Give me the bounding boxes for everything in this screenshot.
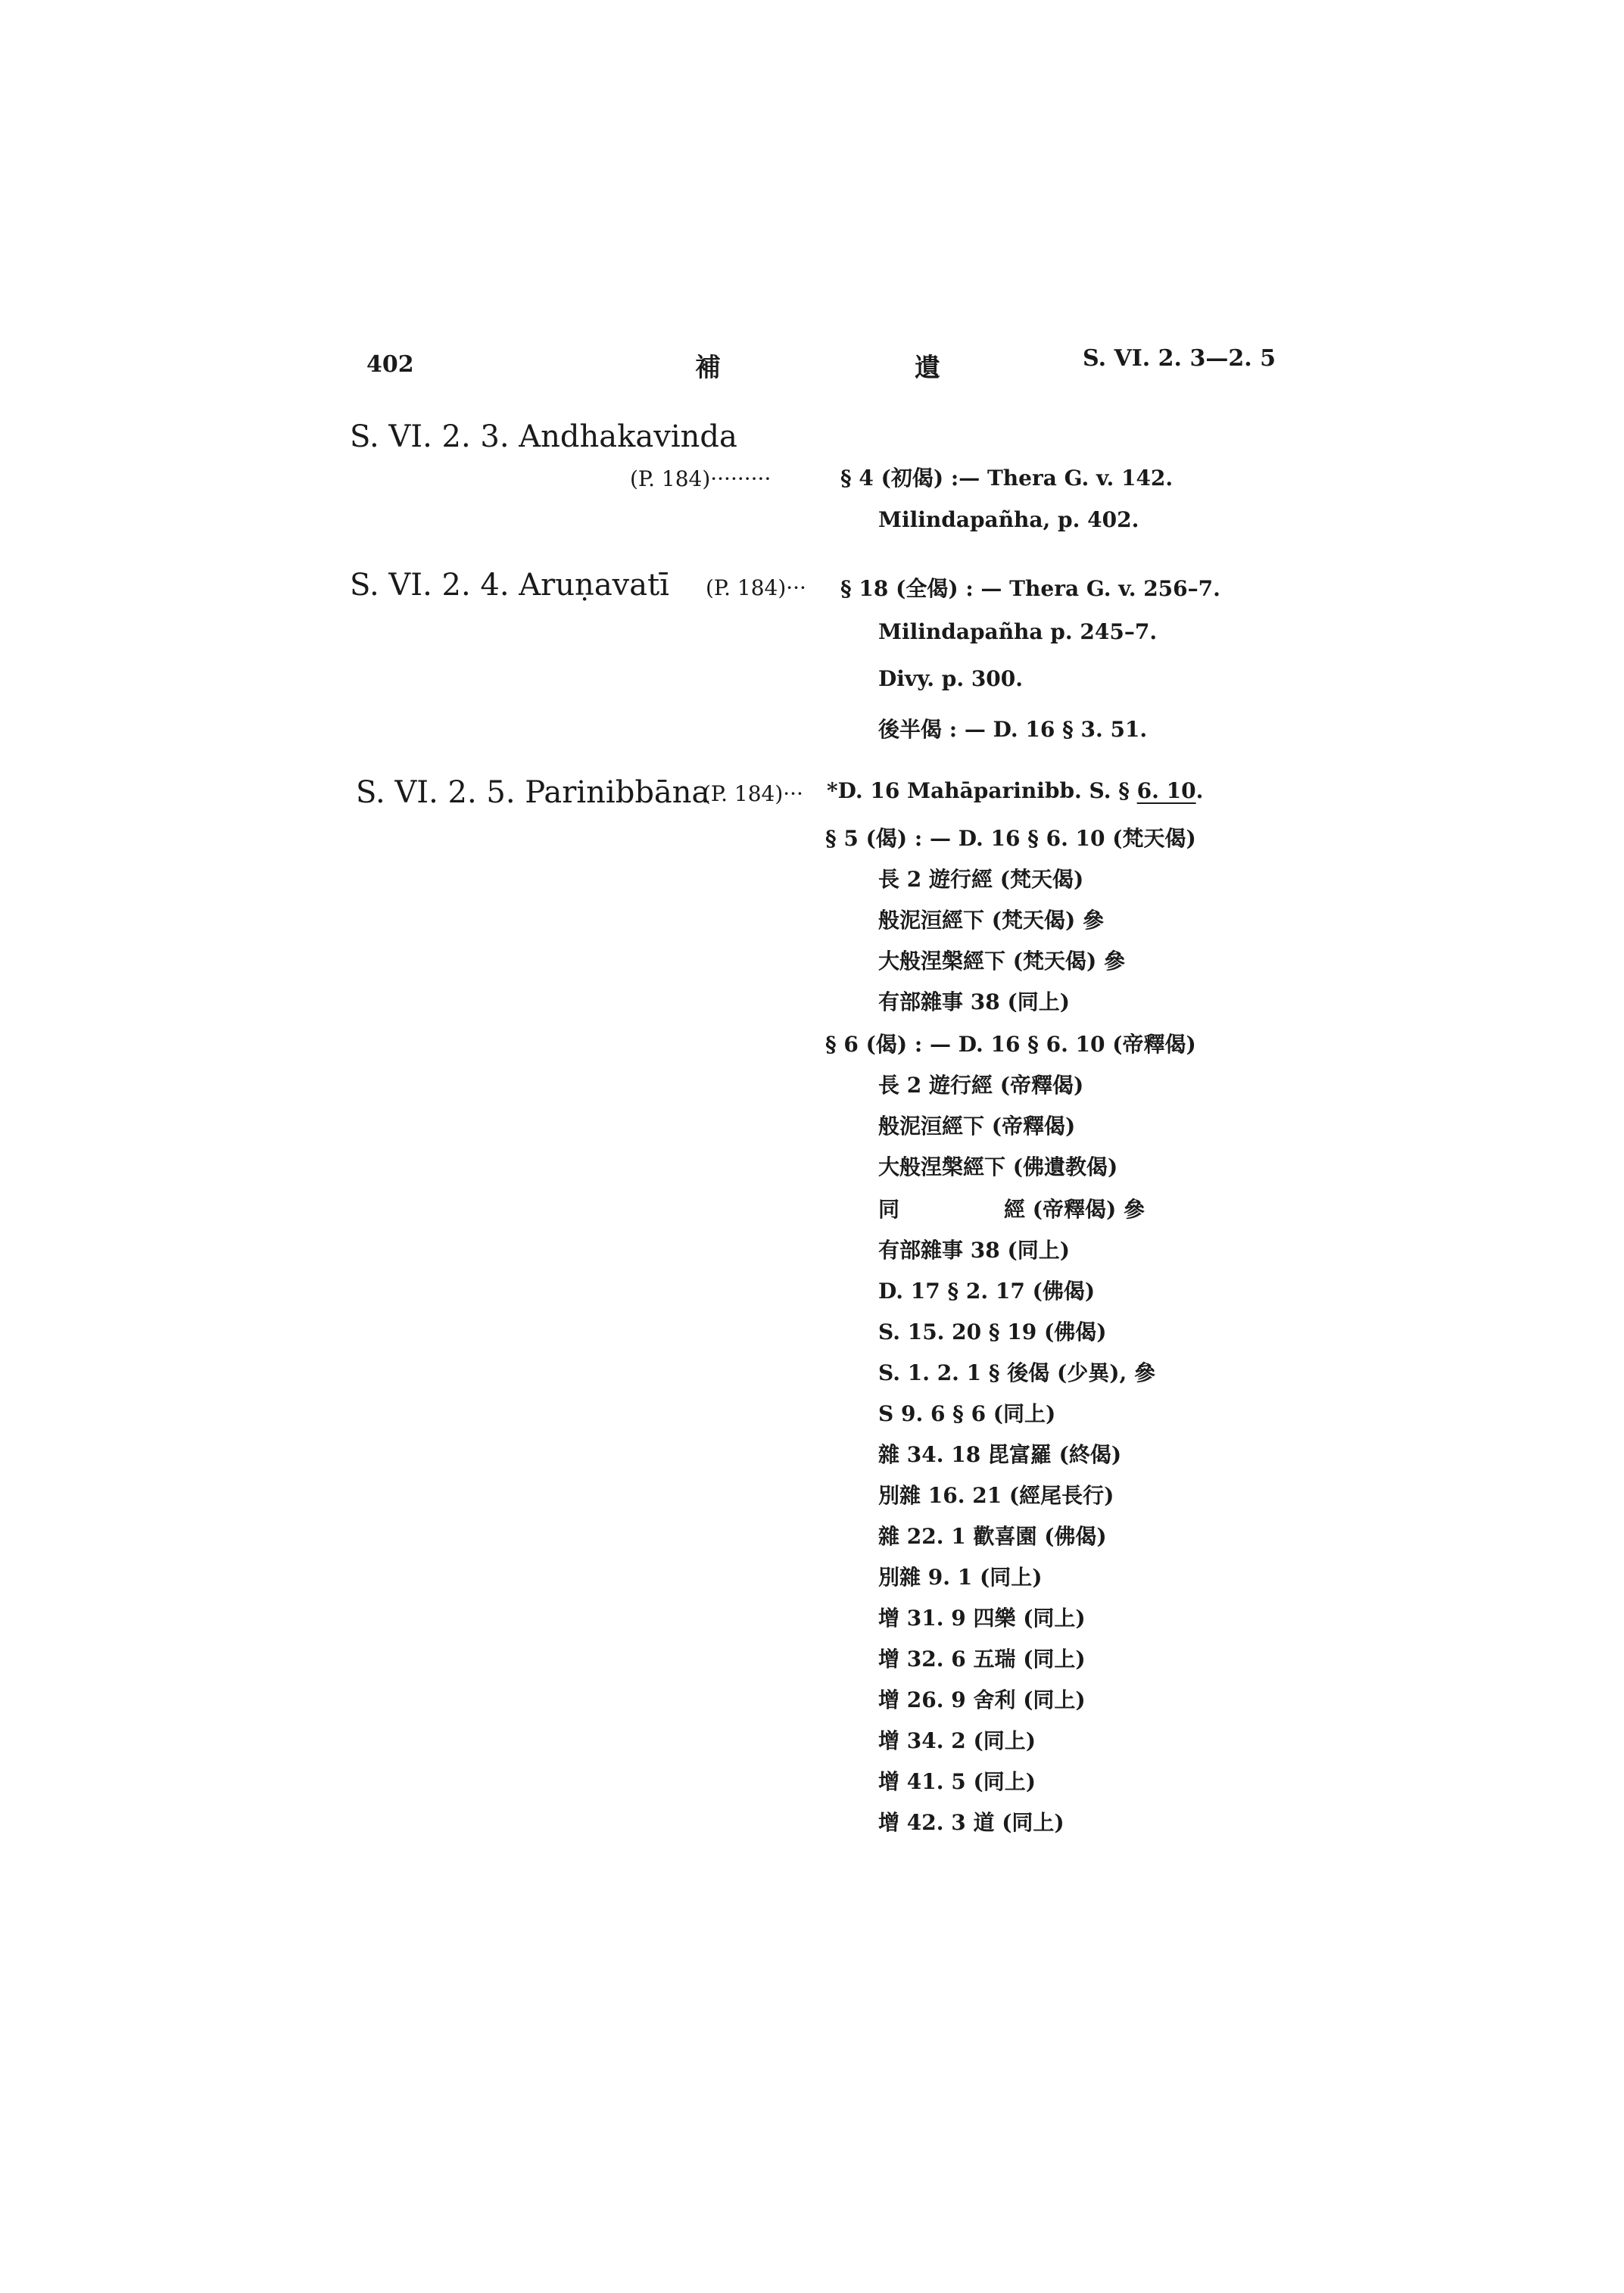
reference-line: 同	[878, 1197, 900, 1222]
reference-line: 別雜 9. 1 (同上)	[878, 1565, 1043, 1590]
reference-line: 經 (帝釋偈) 參	[1004, 1197, 1145, 1222]
reference-line: 增 41. 5 (同上)	[878, 1769, 1036, 1794]
section-title: S. VI. 2. 4. Aruṇavatī	[350, 568, 669, 603]
reference-line: 增 34. 2 (同上)	[878, 1728, 1036, 1753]
reference-line: 增 32. 6 五瑞 (同上)	[878, 1647, 1086, 1671]
reference-line: 大般涅槃經下 (梵天偈) 參	[878, 949, 1125, 974]
reference-line: 有部雜事 38 (同上)	[878, 1238, 1070, 1263]
section-title: S. VI. 2. 3. Andhakavinda	[350, 419, 737, 454]
reference-line: § 4 (初偈) :— Thera G. v. 142.	[840, 466, 1174, 491]
running-title-char-2: 遺	[915, 353, 940, 383]
underlined-reference: 6. 10	[1136, 778, 1196, 803]
reference-line: 雜 22. 1 歡喜園 (佛偈)	[878, 1524, 1107, 1549]
reference-line: § 5 (偈) : — D. 16 § 6. 10 (梵天偈)	[825, 826, 1196, 851]
reference-line: 大般涅槃經下 (佛遺教偈)	[878, 1154, 1118, 1179]
page-number: 402	[366, 351, 414, 378]
reference-line: S 9. 6 § 6 (同上)	[878, 1401, 1056, 1426]
reference-line: 增 31. 9 四樂 (同上)	[878, 1606, 1086, 1631]
reference-line: 長 2 遊行經 (帝釋偈)	[878, 1073, 1084, 1098]
reference-line: S. 1. 2. 1 § 後偈 (少異), 參	[878, 1360, 1156, 1385]
reference-line: 增 42. 3 道 (同上)	[878, 1810, 1064, 1835]
reference-line: S. 15. 20 § 19 (佛偈)	[878, 1319, 1107, 1344]
reference-line: § 18 (全偈) : — Thera G. v. 256–7.	[840, 576, 1220, 601]
reference-line: § 6 (偈) : — D. 16 § 6. 10 (帝釋偈)	[825, 1032, 1196, 1057]
reference-text: .	[1195, 778, 1204, 803]
section-range: S. VI. 2. 3—2. 5	[1083, 345, 1276, 372]
reference-line: 後半偈 : — D. 16 § 3. 51.	[878, 717, 1148, 742]
reference-text: *D. 16 Mahāparinibb. S. §	[827, 778, 1137, 803]
reference-line: Milindapañha p. 245–7.	[878, 619, 1158, 644]
page-reference: (P. 184)·········	[630, 466, 771, 491]
page-reference: (P. 184)···	[706, 575, 806, 600]
reference-line: Milindapañha, p. 402.	[878, 507, 1139, 532]
reference-line: 增 26. 9 舍利 (同上)	[878, 1687, 1086, 1712]
section-title: S. VI. 2. 5. Parinibbāna	[356, 775, 710, 810]
reference-line-first	[827, 778, 1203, 803]
reference-line: D. 17 § 2. 17 (佛偈)	[878, 1279, 1096, 1304]
reference-line: 雜 34. 18 毘富羅 (終偈)	[878, 1442, 1122, 1467]
reference-line: 般泥洹經下 (梵天偈) 參	[878, 908, 1104, 933]
reference-line: 般泥洹經下 (帝釋偈)	[878, 1114, 1076, 1139]
page-reference: (P. 184)···	[703, 781, 803, 806]
reference-line: 長 2 遊行經 (梵天偈)	[878, 867, 1084, 892]
reference-line: Divy. p. 300.	[878, 666, 1024, 691]
running-title-char-1: 補	[695, 353, 721, 383]
reference-line: 有部雜事 38 (同上)	[878, 989, 1070, 1014]
reference-line: 別雜 16. 21 (經尾長行)	[878, 1483, 1114, 1508]
